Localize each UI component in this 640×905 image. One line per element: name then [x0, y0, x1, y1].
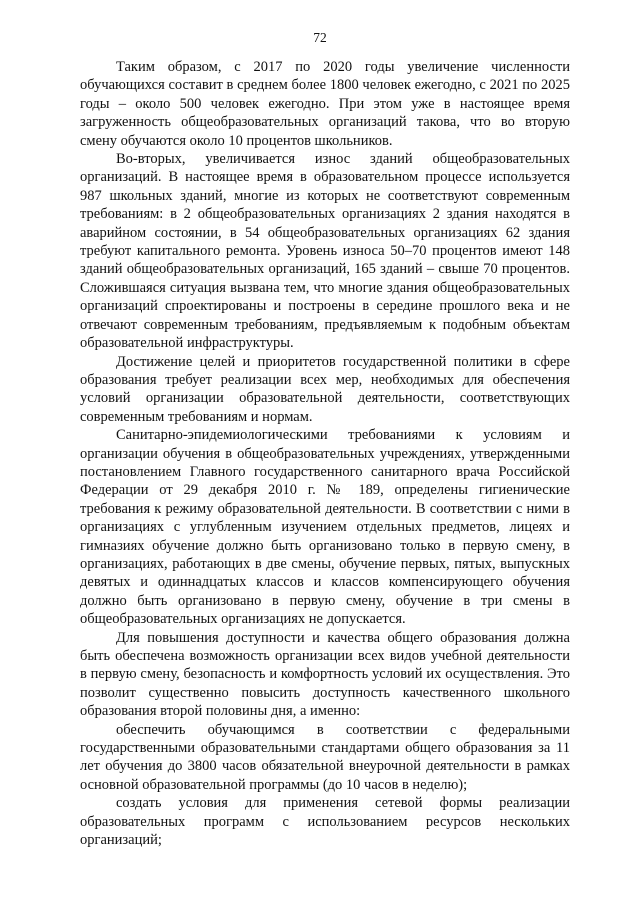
paragraph-building-wear: Во-вторых, увеличивается износ зданий общеобразовательных организаций. В настоящее время в образовательном процессе используется 987 школьных зданий, многие из которых не соответствуют современным требованиям: в 2 общеобразовательных организациях 2 здания находятся в аварийном состоянии, в 54 общеобразовательных организациях 62 здания требуют капитального ремонта. Уровень износа 50–70 процентов имеют 148 зданий общеобразовательных организаций, 165 зданий – свыше 70 процентов. Сложившаяся ситуация вызвана тем, что многие здания общеобразовательных организаций спроектированы и построены в середине прошлого века и не отвечают современным требованиям, предъявляемым к подобным объектам образовательной инфраструктуры. [80, 151, 570, 352]
page-number: 72 [313, 30, 327, 45]
paragraph-first-shift-access: Для повышения доступности и качества общего образования должна быть обеспечена возможность организации всех видов учебной деятельности в первую смену, безопасность и комфортность условий их осуществления. Это позволит существенно повысить доступность качественного школьного образования второй половины дня, а именно: [80, 629, 570, 720]
paragraph-policy-goals: Достижение целей и приоритетов государственной политики в сфере образования требует реализации всех мер, необходимых для обеспечения условий организации образовательной деятельности, соответствующих современным требованиям и нормам. [80, 353, 570, 425]
list-item-extracurricular-hours: обеспечить обучающимся в соответствии с федеральными государственными образовательными стандартами общего образования за 11 лет обучения до 3800 часов обязательной внеурочной деятельности в рамках основной образовательной программы (до 10 часов в неделю); [80, 721, 570, 793]
paragraph-enrollment-growth: Таким образом, с 2017 по 2020 годы увеличение численности обучающихся составит в среднем более 1800 человек ежегодно, с 2021 по 2025 годы – около 500 человек ежегодно. При этом уже в настоящее время загруженность общеобразовательных организаций такова, что во вторую смену обучаются около 10 процентов школьников. [80, 59, 570, 149]
document-body [80, 58, 570, 849]
paragraph-sanitary-requirements: Санитарно-эпидемиологическими требованиями к условиям и организации обучения в общеобразовательных учреждениях, утвержденными постановлением Главного государственного санитарного врача Российской Федерации от 29 декабря 2010 г. № 189, определены гигиенические требования к режиму образовательной деятельности. В соответствии с ними в организациях с углубленным изучением отдельных предметов, лицеях и гимназиях обучение должно быть организовано только в первую смену, в организациях, работающих в две смены, обучение первых, пятых, выпускных девятых и одиннадцатых классов и классов компенсирующего обучения должно быть организовано в первую смену, обучение в три смены в общеобразовательных организациях не допускается. [80, 427, 570, 628]
list-item-network-programs: создать условия для применения сетевой формы реализации образовательных программ с использованием ресурсов нескольких организаций; [80, 795, 570, 849]
